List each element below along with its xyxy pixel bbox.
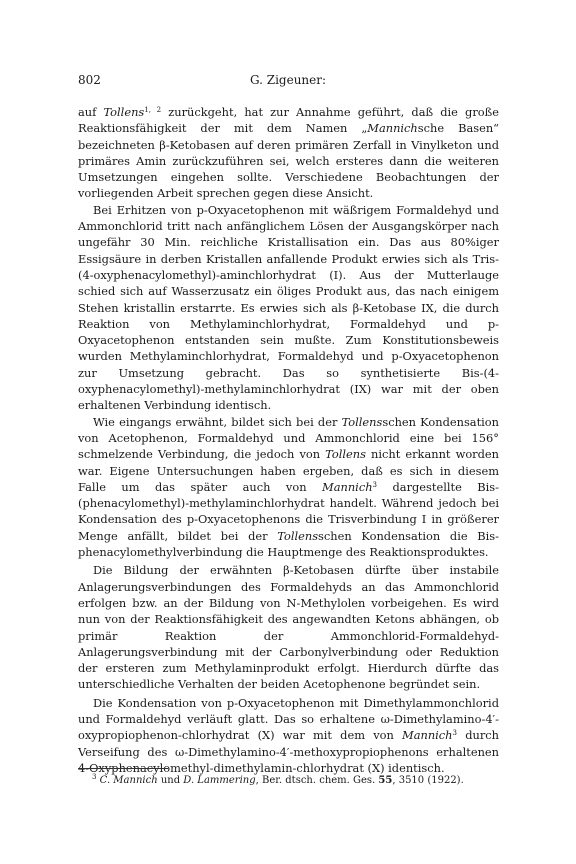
paragraph-4 [78, 562, 499, 692]
footnote-pages: , 3510 (1922). [392, 775, 464, 786]
italic-name: Mannich [367, 121, 418, 136]
footnote-conjunction: und [157, 775, 184, 786]
text-run: schen Kondensation die Bis-phenacylomethylverbindung die Hauptmenge des Reaktionsproduktes. [78, 528, 499, 560]
text-run: sche Basen“ bezeichneten β-Ketobasen auf deren primären Zerfall in Vinylketon und primäres Amin zurückzuführen sei, welch ersteres dann die weiteren Umsetzungen eingehen sollte. Verschiedene Beobachtungen der vorliegenden Arbeit sprechen gegen diese Ansicht. [78, 121, 499, 201]
italic-name: Mannich [322, 479, 373, 494]
text-run: Die Kondensation von p-Oxyacetophenon mit Dimethylammonchlorid und Formaldehyd verläuft glatt. Das so erhaltene ω-Dimethylamino-4′-oxypropiophenon-chlorhydrat (X) war mit dem von [78, 695, 499, 743]
text-run: schen Kondensation von Acetophenon, Formaldehyd und Ammonchlorid eine bei 156° schmelzende Verbindung, die jedoch von [78, 414, 499, 462]
footnote-reference: 3 [452, 729, 457, 738]
page-header [78, 72, 498, 88]
text-run: durch Verseifung des ω-Dimethylamino-4′-methoxypropiophenons erhaltenen 4-Oxyphenacylomethyl-dimethylamin-chlorhydrat (X) identisch. [78, 728, 499, 775]
text-run: Die Bildung der erwähnten β-Ketobasen dürfte über instabile Anlagerungsverbindungen des Formaldehyds an das Ammonchlorid erfolgen bzw. an der Bildung von N-Methylolen vorbeigehen. Es wird nun von der Reaktionsfähigkeit des angewandten Ketons abhängen, ob primär Reaktion der Ammonchlorid-Formaldehyd-Anlagerungsverbindung mit der Carbonylverbindung oder Reduktion der ersteren zum Methylaminprodukt erfolgt. Hierdurch dürfte das unterschiedliche Verhalten der beiden Acetophenone begründet sein. [78, 563, 499, 692]
italic-name: Tollens [103, 105, 145, 119]
paragraph-2 [78, 202, 499, 414]
footnote-marker: 3 [92, 773, 97, 781]
text-run: Bei Erhitzen von p-Oxyacetophenon mit wäßrigem Formaldehyd und Ammonchlorid tritt nach anfänglichem Lösen der Ausgangskörper nach ungefähr 30 Min. reichliche Kristallisation ein. Das aus 80%iger Essigsäure in derben Kristallen anfallende Produkt erwies sich als Tris-(4-oxyphenacylomethyl)-aminchlorhydrat (I). Aus der Mutterlauge schied sich auf Wasserzusatz ein öliges Produkt aus, das nach einigem Stehen kristallin erstarrte. Es erwies sich als β-Ketobase IX, die durch Reaktion von Methylaminchlorhydrat, Formaldehyd und p-Oxyacetophenon entstanden sein mußte. Zum Konstitutionsbeweis wurden Methylaminchlorhydrat, Formaldehyd und p-Oxyacetophenon zur Umsetzung gebracht. Das so synthetisierte Bis-(4-oxyphenacylomethyl)-methylaminchlorhydrat (IX) war mit der oben erhaltenen Verbindung identisch. [78, 202, 499, 413]
footnote-volume: 55 [378, 775, 393, 786]
italic-name: Tollens [277, 528, 319, 543]
body-text [78, 104, 499, 776]
text-run: zurückgeht, hat zur Annahme geführt, daß die große Reaktionsfähigkeit der mit dem Namen „ [78, 105, 499, 136]
paragraph-1 [78, 104, 499, 202]
text-run: nicht erkannt worden war. Eigene Untersuchungen haben ergeben, daß es sich in diesem Falle um das später auch von [78, 447, 499, 494]
footnote-reference: 3 [372, 480, 378, 489]
footnote-author-2: D. Lammering [183, 775, 256, 786]
italic-name: Mannich [402, 728, 453, 743]
footnote-reference: 1, 2 [144, 106, 162, 114]
text-run: dargestellte Bis-(phenacylomethyl)-methylaminchlorhydrat handelt. Während jedoch bei Kondensation des p-Oxyacetophenons die Trisverbindung I in größerer Menge anfällt, bildet bei der [78, 479, 500, 543]
text-run: Wie eingangs erwähnt, bildet sich bei der [93, 414, 342, 429]
running-head: G. Zigeuner: [249, 73, 327, 87]
paragraph-3 [78, 414, 499, 561]
footnote-citation: , Ber. dtsch. chem. Ges. [255, 775, 379, 786]
italic-name: Tollens [341, 414, 383, 429]
page-number: 802 [78, 73, 101, 87]
footnote-author-1: C. Mannich [99, 775, 158, 786]
paragraph-5 [78, 695, 499, 776]
footnote-rule [78, 768, 168, 769]
footnote [92, 774, 499, 788]
italic-name: Tollens [325, 447, 366, 462]
text-run: auf [78, 105, 104, 119]
